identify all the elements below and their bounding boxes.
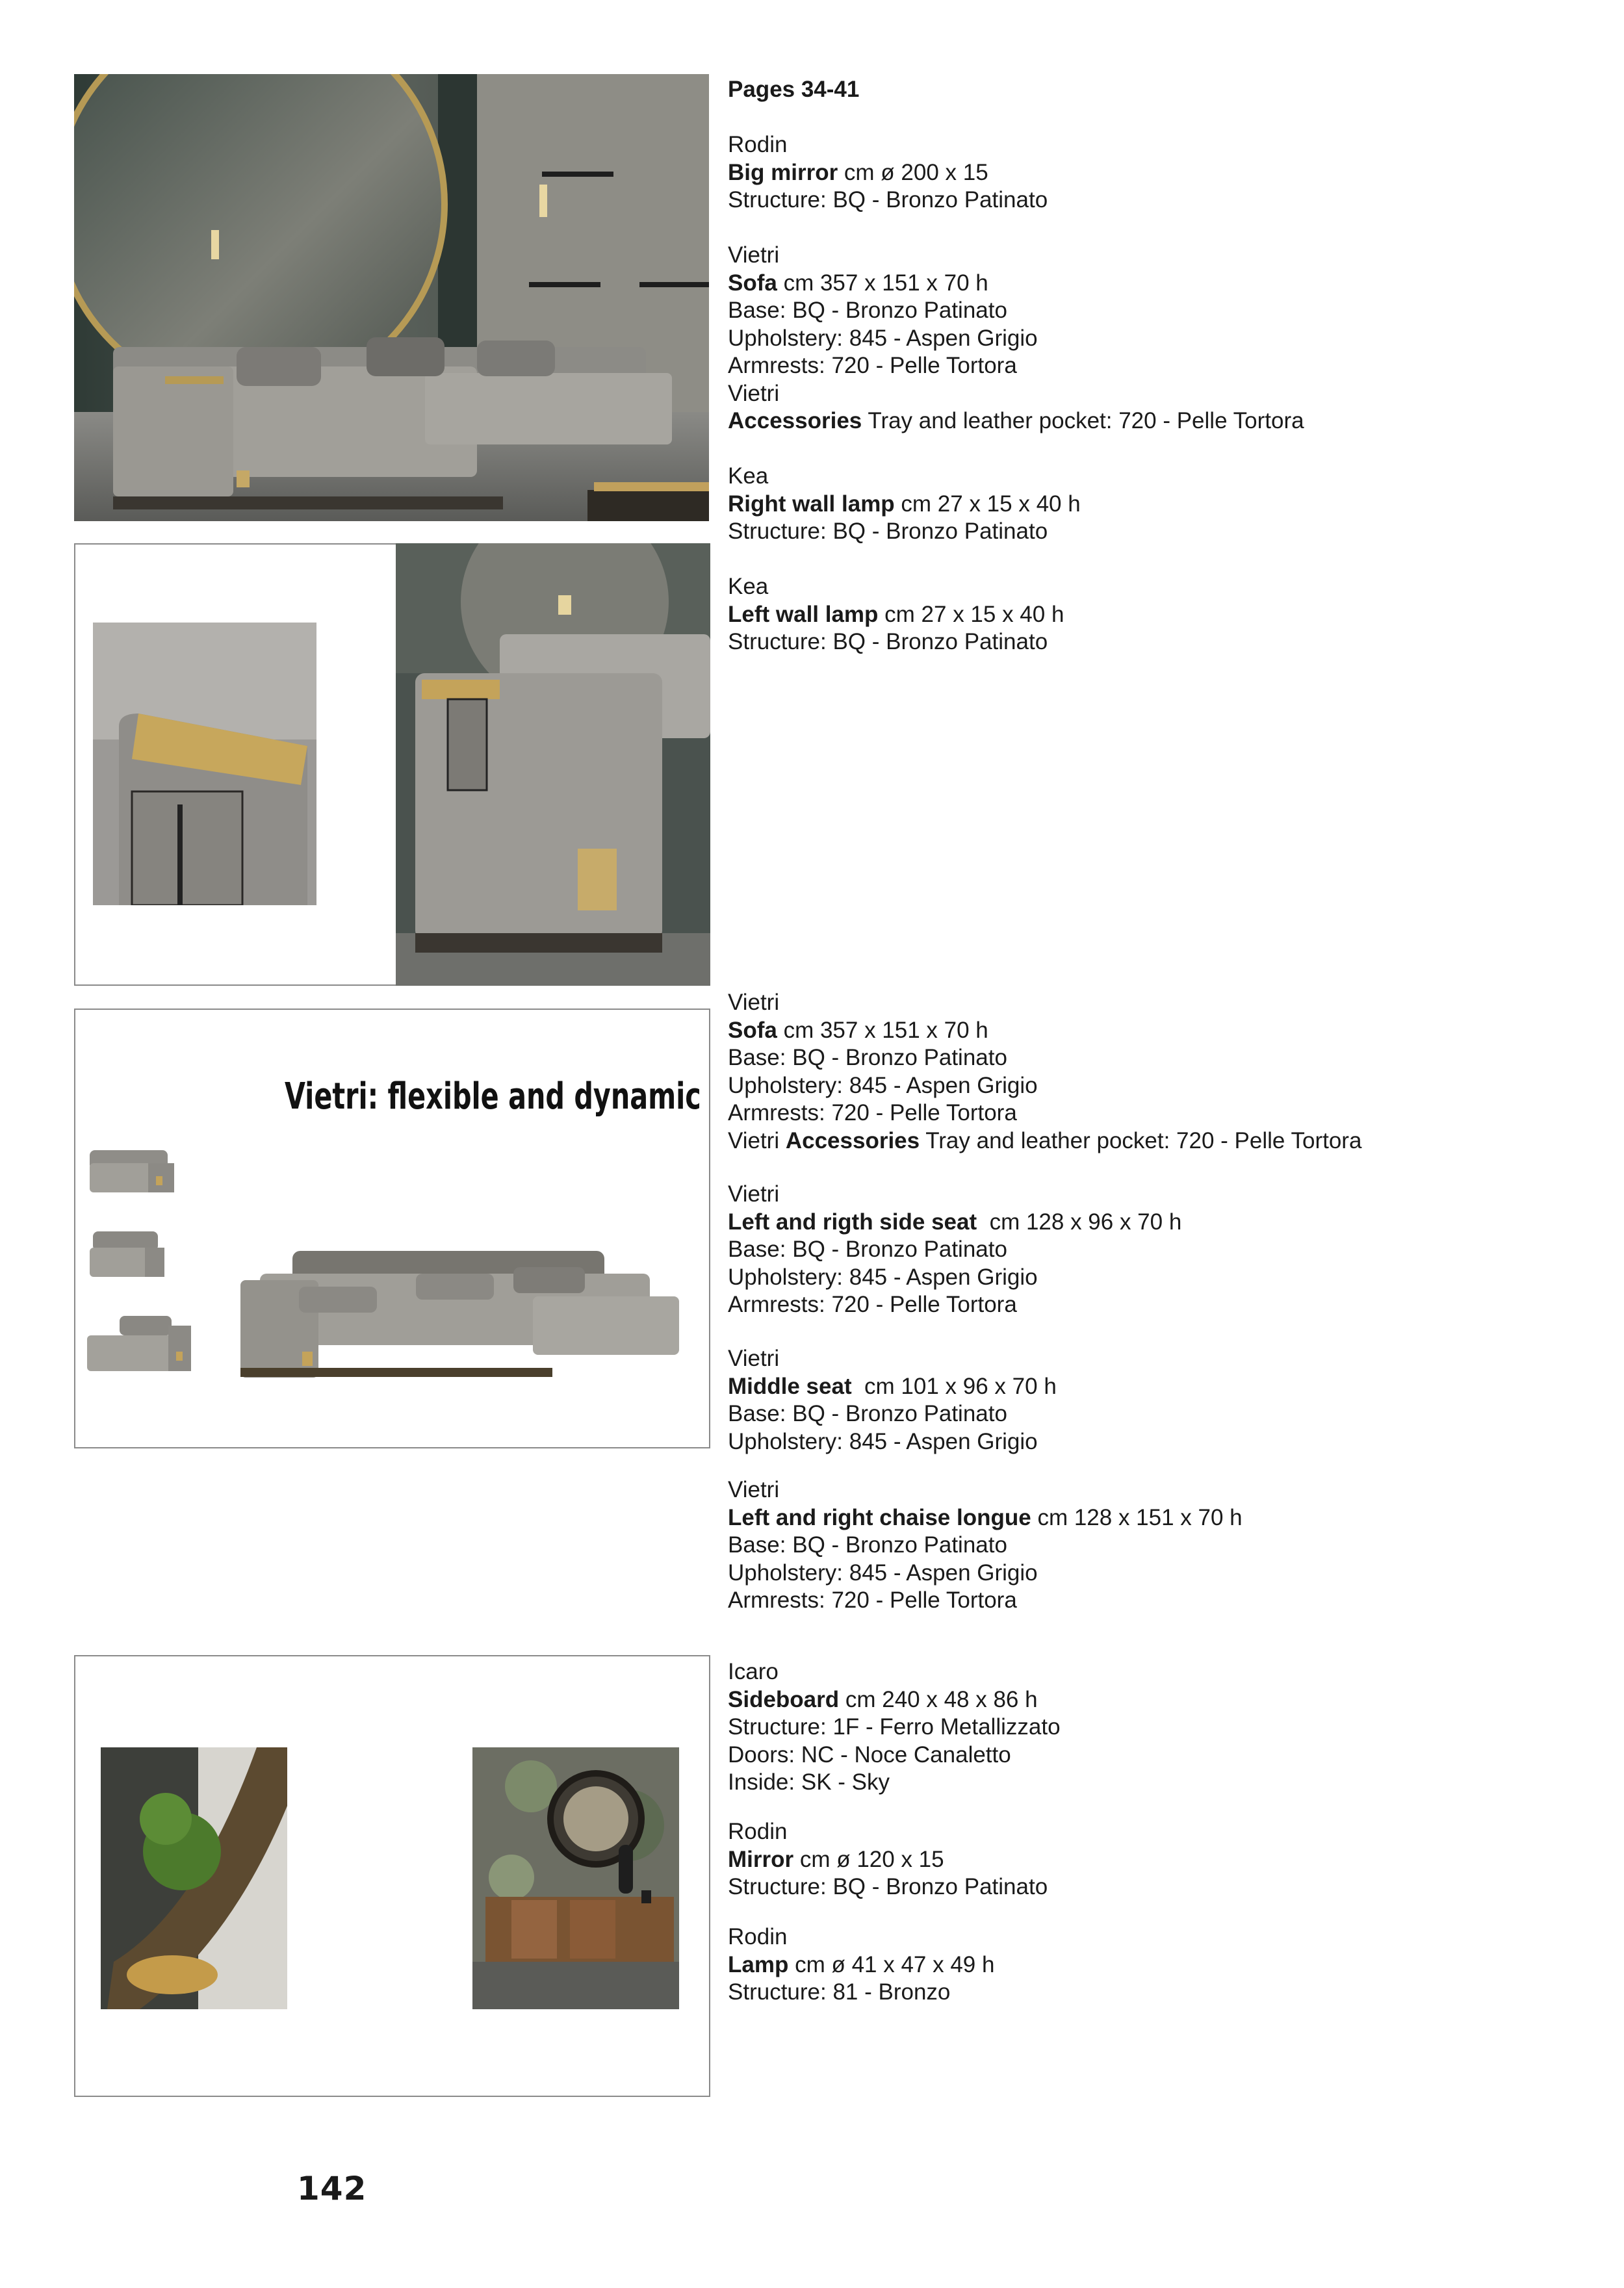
item-dims: cm 128 x 96 x 70 h [977,1209,1182,1235]
family-name: Vietri [728,1346,780,1371]
entry-big-mirror [728,131,1612,214]
family-name: Vietri [728,1181,780,1207]
item-name: Sofa [728,1017,777,1043]
family-name: Vietri [728,380,780,406]
armrest-closeup-photo [93,623,316,905]
round-mirror-detail-photo [101,1747,287,2009]
spec-line: Base: BQ - Bronzo Patinato [728,298,1007,323]
spec-line: Upholstery: 845 - Aspen Grigio [728,1072,1038,1098]
item-dims: cm 27 x 15 x 40 h [878,601,1064,627]
spec-line: Structure: BQ - Bronzo Patinato [728,519,1048,544]
spec-line: Armrests: 720 - Pelle Tortora [728,1292,1017,1317]
living-room-photo [74,74,709,521]
item-dims: cm 128 x 151 x 70 h [1031,1504,1243,1530]
pages-range: Pages 34-41 [728,77,860,102]
spec-line: Structure: 81 - Bronzo [728,1979,951,2005]
spec-line: Base: BQ - Bronzo Patinato [728,1237,1007,1262]
page-number: 142 [297,2170,367,2207]
item-name: Big mirror [728,159,838,185]
entry-vietri-sofa-2 [728,989,1612,1155]
item-name: Sideboard [728,1686,840,1712]
spec-line: Inside: SK - Sky [728,1769,890,1795]
item-dims: Tray and leather pocket: 720 - Pelle Tortora [862,408,1304,433]
sideboard-wallpaper-photo [472,1747,679,2009]
item-name: Right wall lamp [728,491,895,517]
spec-line: Structure: 1F - Ferro Metallizzato [728,1714,1061,1740]
spec-line: Base: BQ - Bronzo Patinato [728,1401,1007,1426]
family-name: Kea [728,574,769,599]
family-name: Vietri [728,990,780,1015]
item-name: Sofa [728,270,777,296]
spec-line: Upholstery: 845 - Aspen Grigio [728,1264,1038,1290]
accessories-rest: Tray and leather pocket: 720 - Pelle Tortora [920,1127,1362,1153]
family-name: Rodin [728,1819,788,1844]
spec-line: Structure: BQ - Bronzo Patinato [728,187,1048,212]
item-dims: cm 357 x 151 x 70 h [777,270,988,296]
item-name: Accessories [785,1127,920,1153]
item-name: Middle seat [728,1373,852,1399]
item-dims: cm 27 x 15 x 40 h [894,491,1081,517]
item-dims: cm ø 200 x 15 [838,159,988,185]
item-name: Lamp [728,1951,789,1977]
module-armchair-icon [83,1137,181,1196]
family-name: Icaro [728,1659,779,1684]
entry-vietri-sofa [728,242,1612,435]
family-name: Vietri [728,1477,780,1502]
spec-line: Upholstery: 845 - Aspen Grigio [728,325,1038,351]
accessories-prefix: Vietri [728,1127,786,1153]
sofa-side-photo [396,543,710,986]
item-name: Mirror [728,1846,794,1872]
spec-line: Structure: BQ - Bronzo Patinato [728,629,1048,654]
entry-side-seat [728,1181,1612,1319]
entry-right-wall-lamp [728,463,1612,546]
module-chaise-icon [81,1306,198,1378]
item-name: Left wall lamp [728,601,879,627]
item-dims: cm ø 41 x 47 x 49 h [788,1951,995,1977]
spec-line: Structure: BQ - Bronzo Patinato [728,1874,1048,1899]
item-name: Left and right chaise longue [728,1504,1031,1530]
spec-line: Armrests: 720 - Pelle Tortora [728,353,1017,378]
spec-line: Base: BQ - Bronzo Patinato [728,1532,1007,1558]
family-name: Vietri [728,242,780,268]
entry-rodin-lamp [728,1923,1612,2007]
spec-line: Doors: NC - Noce Canaletto [728,1742,1011,1767]
item-dims: cm 357 x 151 x 70 h [777,1017,988,1043]
item-name: Accessories [728,408,862,433]
entry-rodin-mirror [728,1818,1612,1901]
entry-left-wall-lamp [728,573,1612,656]
spec-line: Armrests: 720 - Pelle Tortora [728,1100,1017,1125]
spec-line: Upholstery: 845 - Aspen Grigio [728,1428,1038,1454]
vietri-section-title: Vietri: flexible and dynamic [285,1075,701,1118]
family-name: Kea [728,463,769,489]
entry-sideboard [728,1658,1612,1797]
pages-header [728,76,1612,104]
entry-chaise-longue [728,1476,1612,1615]
module-middle-seat-icon [83,1222,174,1280]
item-dims: cm ø 120 x 15 [793,1846,944,1872]
family-name: Rodin [728,132,788,157]
spec-line: Base: BQ - Bronzo Patinato [728,1045,1007,1070]
item-name: Left and rigth side seat [728,1209,977,1235]
vietri-sectional-sofa-photo [240,1235,682,1384]
spec-line: Upholstery: 845 - Aspen Grigio [728,1560,1038,1586]
entry-middle-seat [728,1345,1612,1456]
item-dims: cm 101 x 96 x 70 h [851,1373,1057,1399]
item-dims: cm 240 x 48 x 86 h [839,1686,1038,1712]
family-name: Rodin [728,1924,788,1949]
spec-line: Armrests: 720 - Pelle Tortora [728,1587,1017,1613]
